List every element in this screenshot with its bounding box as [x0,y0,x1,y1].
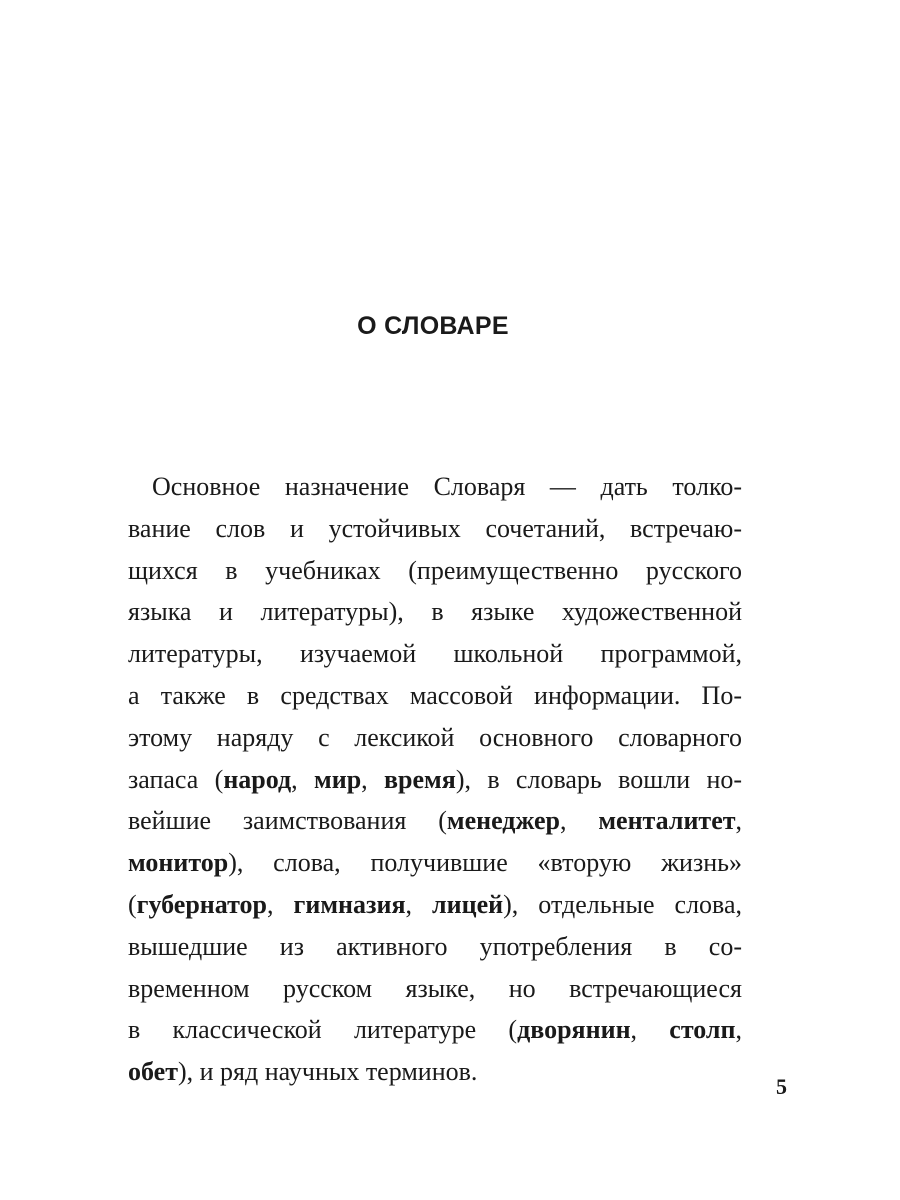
text-line [128,1009,742,1051]
bold-term: обет [128,1057,178,1087]
text-line [128,884,742,926]
bold-term: губернатор [136,889,267,919]
text-run: ), и ряд научных терминов. [177,1057,478,1087]
text-run: , [735,1015,742,1045]
page-number: 5 [776,1074,787,1099]
page-title: О СЛОВАРЕ [357,312,509,340]
bold-term: время [384,764,456,794]
text-line [128,1051,742,1093]
text-run: запаса ( [128,764,224,794]
text-run: в классической литературе ( [128,1015,518,1045]
bold-term: мир [314,764,362,794]
bold-term: дворянин [517,1015,631,1045]
text-run: Основное назначение Словаря — дать толко- [152,472,742,501]
text-run: литературы, изучаемой школьной программой, [128,639,742,669]
bold-term: народ [223,764,292,794]
bold-term: менеджер [446,806,560,836]
text-run: языка и литературы), в языке художественной [128,597,742,627]
text-line [128,508,742,550]
text-run: , [735,806,743,836]
text-line [128,800,742,842]
text-run: щихся в учебниках (преимущественно русского [128,555,742,585]
text-line [128,675,742,717]
bold-term: менталитет [598,806,736,836]
text-run: , [291,764,314,794]
text-line [128,466,742,508]
text-run: временном русском языке, но встречающиеся [128,973,742,1003]
text-line [128,759,742,801]
text-line [128,550,742,592]
text-run: ), отдельные слова, [503,889,743,919]
bold-term: столп [669,1015,736,1045]
text-run: ( [128,889,137,919]
text-line [128,842,742,884]
text-run: ), в словарь вошли но- [455,764,743,794]
text-line [128,633,742,675]
text-run: , [630,1015,670,1045]
text-line [128,717,742,759]
text-run: , [559,806,599,836]
text-line [128,926,742,968]
text-run: а также в средствах массовой информации. По- [128,680,742,710]
body-paragraph [128,466,742,1093]
text-run: , [267,889,294,919]
text-run: вание слов и устойчивых сочетаний, встречаю- [128,513,742,543]
text-line [128,968,742,1010]
bold-term: лицей [432,889,504,919]
text-run: , [361,764,384,794]
text-line [128,591,742,633]
text-run: ), слова, получившие «вторую жизнь» [228,848,742,878]
text-run: , [405,889,433,919]
text-run: вышедшие из активного употребления в со- [128,931,742,961]
bold-term: гимназия [293,889,406,919]
bold-term: монитор [128,848,229,878]
text-run: этому наряду с лексикой основного словарного [128,722,742,752]
text-run: вейшие заимствования ( [128,806,447,836]
